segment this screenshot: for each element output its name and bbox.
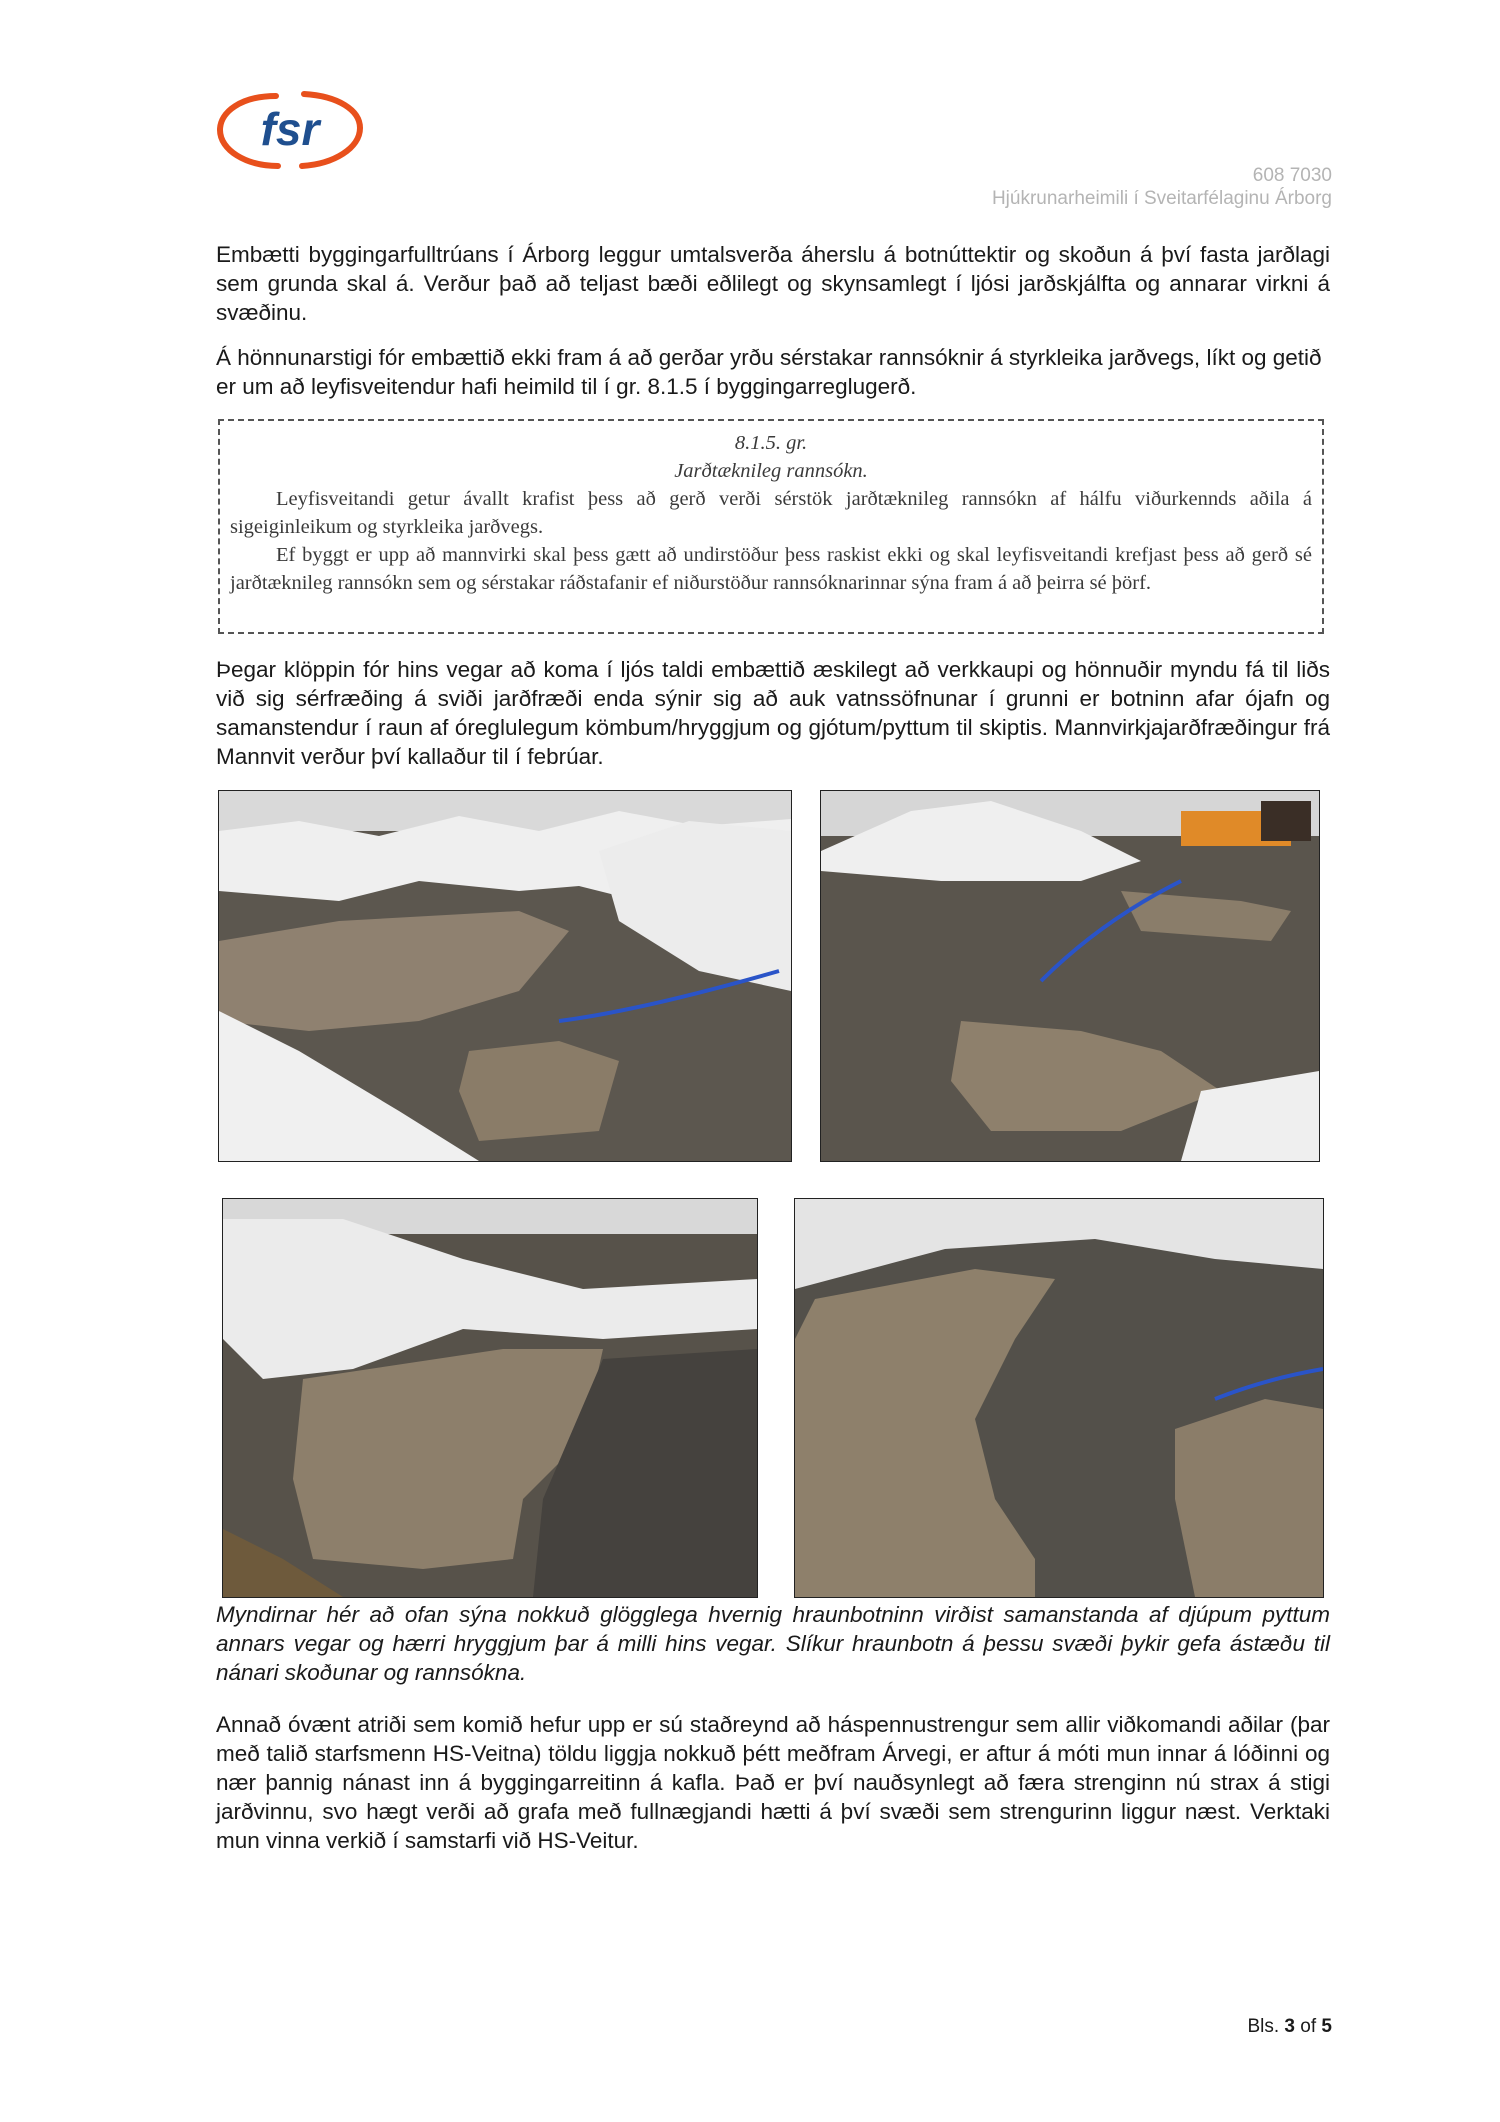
quote-text-1: [230, 485, 1312, 541]
page-number: [1247, 2016, 1332, 2038]
page-total: 5: [1321, 2016, 1332, 2037]
excavation-photo-1: [218, 790, 792, 1162]
header-project: Hjúkrunarheimili í Sveitarfélaginu Árborg: [991, 188, 1332, 209]
page-sep: of: [1300, 2016, 1317, 2037]
quote-title: Jarðtæknileg rannsókn.: [674, 460, 868, 482]
excavation-photo-4: [794, 1198, 1324, 1598]
paragraph-4: Annað óvænt atriði sem komið hefur upp er sú staðreynd að háspennustrengur sem allir viðkomandi aðilar (þar með talið starfsmenn HS-Veitna) töldu liggja nokkuð þétt meðfram Árvegi, er aftur á móti mun innar á lóðinni og nær þannig nánast inn á byggingarreitinn á kafla. Það er því nauðsynlegt að færa strenginn nú strax á stigi jarðvinnu, svo hægt verði að grafa með fullnægjandi hætti á því svæði sem strengurinn liggur næst. Verktaki mun vinna verkið í samstarfi við HS-Veitur.: [216, 1712, 1330, 1853]
regulation-quote-box: [218, 419, 1324, 634]
page-current: 3: [1284, 2016, 1295, 2037]
quote-text-1-content: Leyfisveitandi getur ávallt krafist þess að gerð verði sérstök jarðtæknileg rannsókn af hálfu viðurkennds aðila á sigeiginleikum og styrkleika jarðvegs.: [230, 488, 1312, 538]
quote-heading: 8.1.5. gr.: [734, 432, 808, 454]
svg-text:fsr: fsr: [260, 103, 320, 155]
excavation-photo-3: [222, 1198, 758, 1598]
photo-caption: Myndirnar hér að ofan sýna nokkuð glögglega hvernig hraunbotninn virðist samanstanda af djúpum pyttum annars vegar og hærri hryggjum þar á milli hins vegar. Slíkur hraunbotn á þessu svæði þykir gefa ástæðu til nánari skoðunar og rannsókna.: [216, 1602, 1330, 1685]
paragraph-3: Þegar klöppin fór hins vegar að koma í ljós taldi embættið æskilegt að verkkaupi og hönnuðir myndu fá til liðs við sig sérfræðing á sviði jarðfræði enda sýnir sig að auk vatnssöfnunar í grunni er botninn afar ójafn og samanstendur í raun af óreglulegum kömbum/hryggjum og gjótum/pyttum til skiptis. Mannvirkjajarðfræðingur frá Mannvit verður því kallaður til í febrúar.: [216, 657, 1330, 769]
header-info: [992, 164, 1332, 210]
paragraph-1: Embætti byggingarfulltrúans í Árborg leggur umtalsverða áherslu á botnúttektir og skoðun á því fasta jarðlagi sem grunda skal á. Verður það að teljast bæði eðlilegt og skynsamlegt í ljósi jarðskjálfta og annarar virkni á svæðinu.: [216, 242, 1330, 325]
header-phone: 608 7030: [1252, 165, 1332, 186]
excavation-photo-2: [820, 790, 1320, 1162]
quote-text-2-content: Ef byggt er upp að mannvirki skal þess gætt að undirstöður þess raskist ekki og skal leyfisveitandi krefjast þess að gerð sé jarðtæknileg rannsókn sem og sérstakar ráðstafanir ef niðurstöður rannsóknarinnar sýna fram á að þeirra sé þörf.: [230, 544, 1312, 594]
quote-text-2: [230, 541, 1312, 597]
page-prefix: Bls.: [1247, 2016, 1280, 2037]
paragraph-2: Á hönnunarstigi fór embættið ekki fram á að gerðar yrðu sérstakar rannsóknir á styrkleika jarðvegs, líkt og getið er um að leyfisveitendur hafi heimild til í gr. 8.1.5 í byggingarreglugerð.: [216, 345, 1322, 399]
fsr-logo: [216, 90, 364, 170]
